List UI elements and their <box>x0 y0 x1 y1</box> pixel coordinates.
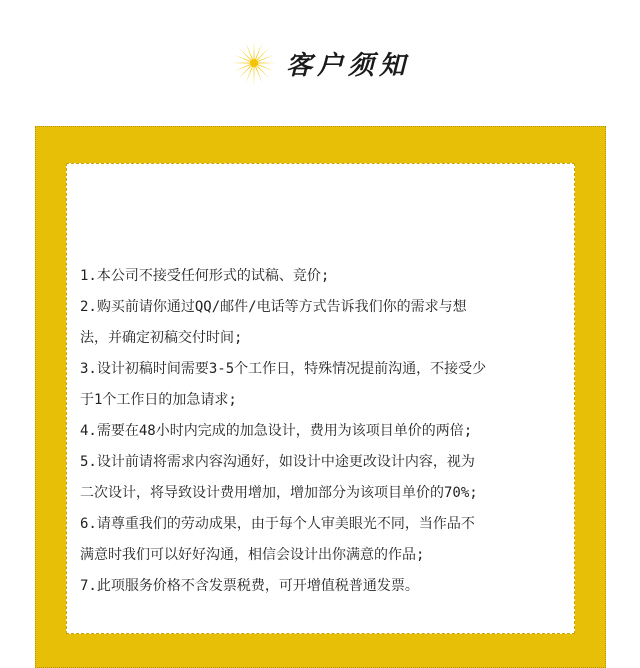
notice-item: 7.此项服务价格不含发票税费，可开增值税普通发票。 <box>80 578 419 594</box>
notice-item: 1.本公司不接受任何形式的试稿、竞价; <box>80 268 330 284</box>
notice-item: 5.设计前请将需求内容沟通好，如设计中途更改设计内容，视为 二次设计，将导致设计费用增加，增加部分为该项目单价的70%; <box>80 454 478 501</box>
notice-list <box>80 261 572 602</box>
header <box>0 38 640 88</box>
notice-item: 6.请尊重我们的劳动成果，由于每个人审美眼光不同，当作品不 满意时我们可以好好沟通，相信会设计出你满意的作品; <box>80 516 475 563</box>
sunburst-star-icon <box>230 39 278 87</box>
notice-item: 4.需要在48小时内完成的加急设计，费用为该项目单价的两倍; <box>80 423 473 439</box>
notice-item: 3.设计初稿时间需要3-5个工作日，特殊情况提前沟通，不接受少 于1个工作日的加急请求; <box>80 361 487 408</box>
notice-frame <box>35 126 606 668</box>
notice-card <box>66 163 575 634</box>
notice-item: 2.购买前请你通过QQ/邮件/电话等方式告诉我们你的需求与想 法，并确定初稿交付时间; <box>80 299 467 346</box>
page-title: 客户须知 <box>285 50 410 81</box>
